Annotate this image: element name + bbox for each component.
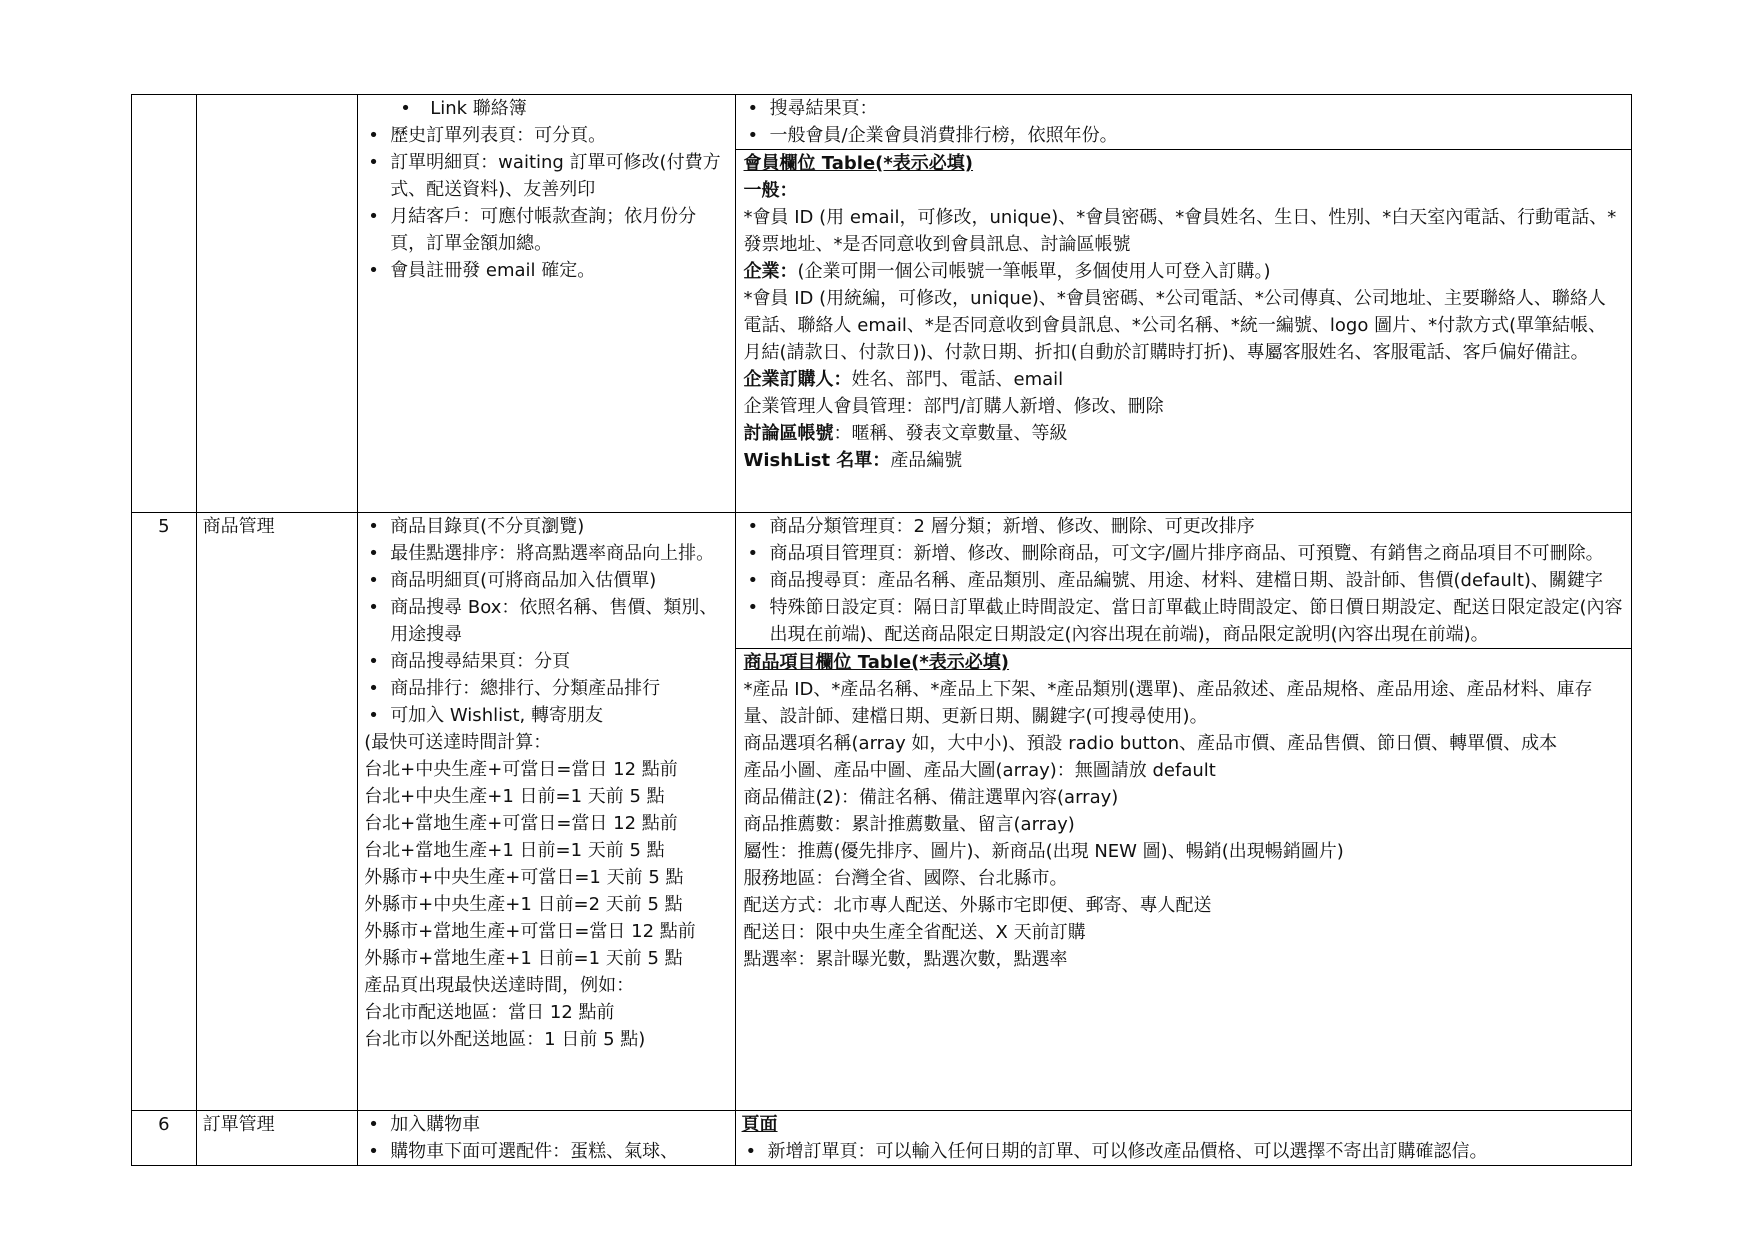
list-item: • 月結客戶：可應付帳款查詢；依月份分頁，訂單金額加總。	[364, 203, 728, 257]
field-text: 企業管理人會員管理：部門/訂購人新增、修改、刪除	[743, 396, 1164, 417]
field-text: 商品備註(2)：備註名稱、備註選單內容(array)	[743, 787, 1119, 808]
field-text: 產品編號	[890, 450, 963, 471]
row-number-cell: 5	[132, 513, 197, 1111]
note-line: 台北+當地生產+1 日前=1 天前 5 點	[364, 840, 665, 861]
field-text: 商品推薦數：累計推薦數量、留言(array)	[743, 814, 1075, 835]
field-text: 產品小圖、產品中圖、產品大圖(array)：無圖請放 default	[743, 760, 1216, 781]
note-line: 外縣市+中央生產+可當日=1 天前 5 點	[364, 867, 684, 888]
field-text: 點選率：累計曝光數，點選次數，點選率	[743, 949, 1068, 970]
table-row-continued	[132, 95, 1632, 513]
note-line: 台北市配送地區：當日 12 點前	[364, 1002, 615, 1023]
list-item: • 商品搜尋 Box：依照名稱、售價、類別、用途搜尋	[364, 594, 728, 648]
section-header: 商品項目欄位 Table(*表示必填)	[743, 652, 1010, 673]
table-row-6	[132, 1111, 1632, 1166]
field-label: WishList 名單：	[743, 450, 891, 471]
module-cell: 訂單管理	[196, 1111, 358, 1166]
list-item: • 加入購物車	[364, 1111, 728, 1138]
note-line: 外縣市+當地生產+可當日=當日 12 點前	[364, 921, 696, 942]
field-label: 企業訂購人：	[743, 369, 852, 390]
table-row-5	[132, 513, 1632, 1111]
section-header: 頁面	[741, 1114, 778, 1135]
list-item: • 新增訂單頁：可以輸入任何日期的訂單、可以修改產品價格、可以選擇不寄出訂購確認信。	[742, 1138, 1625, 1165]
field-text: 商品選項名稱(array 如，大中小)、預設 radio button、產品市價、產品售價、節日價、轉單價、成本	[743, 733, 1558, 754]
field-note: (企業可開一個公司帳號一筆帳單，多個使用人可登入訂購。)	[797, 261, 1271, 282]
module-cell	[196, 95, 358, 513]
list-item: • 商品目錄頁(不分頁瀏覽)	[364, 513, 728, 540]
list-item: • 搜尋結果頁：	[744, 95, 1623, 122]
note-line: 外縣市+中央生產+1 日前=2 天前 5 點	[364, 894, 683, 915]
list-item: • 商品搜尋結果頁：分頁	[364, 648, 728, 675]
module-cell: 商品管理	[196, 513, 358, 1111]
section-header: 會員欄位 Table(*表示必填)	[743, 153, 974, 174]
pages-cell	[735, 95, 1631, 513]
field-text: 屬性：推薦(優先排序、圖片)、新商品(出現 NEW 圖)、暢銷(出現暢銷圖片)	[743, 841, 1344, 862]
field-text: *產品 ID、*產品名稱、*產品上下架、*產品類別(選單)、產品敘述、產品規格、產品用途、產品材料、庫存量、設計師、建檔日期、更新日期、關鍵字(可搜尋使用)。	[743, 679, 1593, 727]
note-line: 台北市以外配送地區：1 日前 5 點)	[364, 1029, 646, 1050]
note-line: (最快可送達時間計算：	[364, 732, 552, 753]
list-item: • 商品搜尋頁：產品名稱、產品類別、產品編號、用途、材料、建檔日期、設計師、售價(default)、關鍵字	[744, 567, 1623, 594]
field-text: *會員 ID (用統編，可修改，unique)、*會員密碼、*公司電話、*公司傳真、公司地址、主要聯絡人、聯絡人電話、聯絡人 email、*是否同意收到會員訊息、*公司名稱、*統一編號、logo 圖片、*付款方式(單筆結帳、月結(請款日、付款日))、付款日期、折扣(自動於訂購時打折)、專屬客服姓名、客服電話、客戶偏好備註。	[743, 288, 1607, 363]
field-text: *會員 ID (用 email，可修改，unique)、*會員密碼、*會員姓名、生日、性別、*白天室內電話、行動電話、*發票地址、*是否同意收到會員訊息、討論區帳號	[743, 207, 1617, 255]
list-item: • 商品排行：總排行、分類產品排行	[364, 675, 728, 702]
features-cell	[358, 513, 735, 1111]
note-line: 台北+當地生產+可當日=當日 12 點前	[364, 813, 678, 834]
field-text: 配送日：限中央生產全省配送、X 天前訂購	[743, 922, 1086, 943]
member-table-section	[736, 150, 1631, 474]
note-line: 台北+中央生產+可當日=當日 12 點前	[364, 759, 678, 780]
row-number-cell: 6	[132, 1111, 197, 1166]
product-table-section	[736, 649, 1631, 973]
feature-list	[364, 95, 728, 284]
field-label: 討論區帳號	[743, 423, 834, 444]
feature-list	[364, 513, 728, 729]
field-label: 企業：	[743, 261, 798, 282]
list-item: • 訂單明細頁：waiting 訂單可修改(付費方式、配送資料)、友善列印	[364, 149, 728, 203]
field-label: 一般：	[743, 180, 798, 201]
field-text: 配送方式：北市專人配送、外縣市宅即便、郵寄、專人配送	[743, 895, 1212, 916]
list-item: • 一般會員/企業會員消費排行榜，依照年份。	[744, 122, 1623, 149]
field-text: 服務地區：台灣全省、國際、台北縣市。	[743, 868, 1068, 889]
pages-section	[736, 95, 1631, 150]
list-item: • 可加入 Wishlist, 轉寄朋友	[364, 702, 728, 729]
features-cell	[358, 95, 735, 513]
features-cell	[358, 1111, 735, 1166]
list-item: • 商品項目管理頁：新增、修改、刪除商品，可文字/圖片排序商品、可預覽、有銷售之商品項目不可刪除。	[744, 540, 1623, 567]
spec-table	[131, 94, 1632, 1166]
note-line: 產品頁出現最快送達時間，例如：	[364, 975, 635, 996]
pages-cell	[735, 513, 1631, 1111]
row-number-cell	[132, 95, 197, 513]
list-item: • 購物車下面可選配件：蛋糕、氣球、	[364, 1138, 728, 1165]
note-line: 外縣市+當地生產+1 日前=1 天前 5 點	[364, 948, 683, 969]
delivery-time-note	[364, 729, 728, 1053]
feature-list	[364, 1111, 728, 1165]
field-text: 姓名、部門、電話、email	[851, 369, 1064, 390]
pages-section	[736, 513, 1631, 649]
pages-cell	[735, 1111, 1631, 1166]
list-item: • 會員註冊發 email 確定。	[364, 257, 728, 284]
list-item: • 特殊節日設定頁：隔日訂單截止時間設定、當日訂單截止時間設定、節日價日期設定、配送日限定設定(內容出現在前端)、配送商品限定日期設定(內容出現在前端)，商品限定說明(內容出現在前端)。	[744, 594, 1623, 648]
list-item: • 商品分類管理頁：2 層分類；新增、修改、刪除、可更改排序	[744, 513, 1623, 540]
list-item: • Link 聯絡簿	[364, 95, 728, 122]
list-item: • 歷史訂單列表頁：可分頁。	[364, 122, 728, 149]
list-item: • 商品明細頁(可將商品加入估價單)	[364, 567, 728, 594]
note-line: 台北+中央生產+1 日前=1 天前 5 點	[364, 786, 665, 807]
field-text: ：暱稱、發表文章數量、等級	[833, 423, 1068, 444]
list-item: • 最佳點選排序：將高點選率商品向上排。	[364, 540, 728, 567]
